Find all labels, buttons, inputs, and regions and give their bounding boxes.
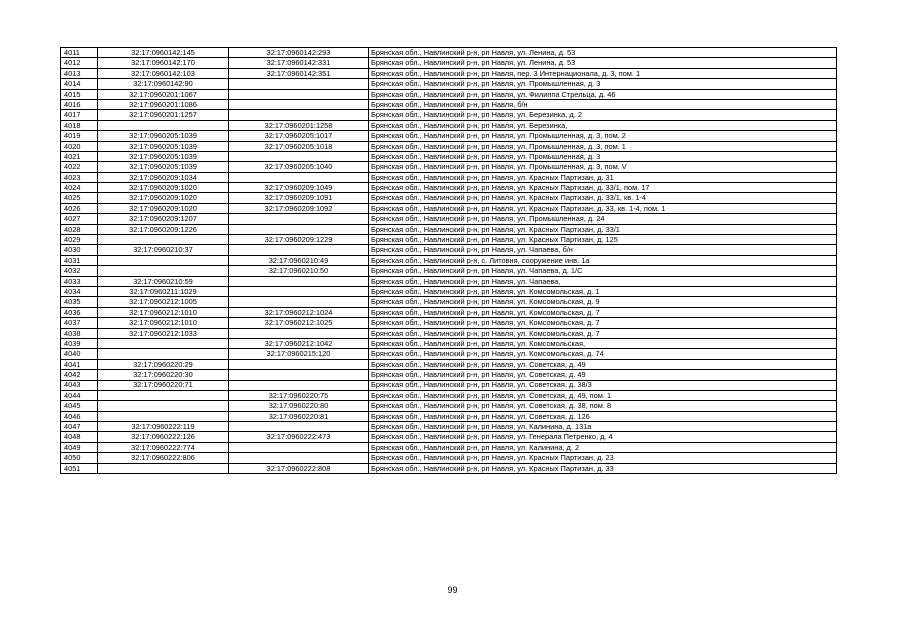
cadastral-number-cell: 32:17:0960209:1226 — [98, 224, 229, 234]
cadastral-number-cell — [98, 463, 229, 473]
table-row — [61, 235, 837, 245]
cadastral-number-cell: 32:17:0960222:119 — [98, 422, 229, 432]
table-row — [61, 79, 837, 89]
record-number-cell: 4040 — [61, 349, 98, 359]
object-cadastral-number-cell: 32:17:0960205:1040 — [229, 162, 369, 172]
record-number-cell: 4026 — [61, 203, 98, 213]
cadastral-number-cell: 32:17:0960220:30 — [98, 370, 229, 380]
record-number-cell: 4035 — [61, 297, 98, 307]
record-number-cell: 4032 — [61, 266, 98, 276]
cadastral-number-cell: 32:17:0960201:1067 — [98, 89, 229, 99]
object-cadastral-number-cell — [229, 359, 369, 369]
address-cell: Брянская обл., Навлинский р-н, рп Навля, б/н — [369, 99, 837, 109]
address-cell: Брянская обл., Навлинский р-н, рп Навля, ул. Промышленная, д. 24 — [369, 214, 837, 224]
page-number: 99 — [447, 585, 458, 595]
address-cell: Брянская обл., Навлинский р-н, рп Навля, ул. Советская, д. 49, пом. 1 — [369, 390, 837, 400]
address-cell: Брянская обл., Навлинский р-н, рп Навля, ул. Чапаева, — [369, 276, 837, 286]
record-number-cell: 4050 — [61, 453, 98, 463]
address-cell: Брянская обл., Навлинский р-н, с. Литовня, сооружение инв. 1а — [369, 255, 837, 265]
table-row — [61, 110, 837, 120]
cadastral-number-cell — [98, 255, 229, 265]
cadastral-number-cell: 32:17:0960209:1207 — [98, 214, 229, 224]
record-number-cell: 4045 — [61, 401, 98, 411]
address-cell: Брянская обл., Навлинский р-н, рп Навля, ул. Промышленная, д. 3, пом. 2 — [369, 131, 837, 141]
object-cadastral-number-cell — [229, 99, 369, 109]
record-number-cell: 4015 — [61, 89, 98, 99]
record-number-cell: 4028 — [61, 224, 98, 234]
object-cadastral-number-cell — [229, 110, 369, 120]
address-cell: Брянская обл., Навлинский р-н, рп Навля, ул. Советская, д. 38, пом. 8 — [369, 401, 837, 411]
cadastral-number-cell: 32:17:0960210:37 — [98, 245, 229, 255]
cadastral-number-cell: 32:17:0960205:1039 — [98, 141, 229, 151]
cadastral-number-cell: 32:17:0960209:1020 — [98, 203, 229, 213]
record-number-cell: 4014 — [61, 79, 98, 89]
record-number-cell: 4023 — [61, 172, 98, 182]
address-cell: Брянская обл., Навлинский р-н, рп Навля, ул. Промышленная, д. 3, пом. V — [369, 162, 837, 172]
address-cell: Брянская обл., Навлинский р-н, рп Навля, ул. Красных Партизан, д. 23 — [369, 453, 837, 463]
address-cell: Брянская обл., Навлинский р-н, рп Навля, ул. Красных Партизан, д. 33 — [369, 463, 837, 473]
object-cadastral-number-cell: 32:17:0960220:80 — [229, 401, 369, 411]
address-cell: Брянская обл., Навлинский р-н, рп Навля, ул. Ленина, д. 53 — [369, 58, 837, 68]
object-cadastral-number-cell: 32:17:0960212:1024 — [229, 307, 369, 317]
object-cadastral-number-cell — [229, 422, 369, 432]
cadastral-number-cell: 32:17:0960201:1086 — [98, 99, 229, 109]
table-row — [61, 48, 837, 58]
table-row — [61, 224, 837, 234]
table-row — [61, 401, 837, 411]
table-row — [61, 453, 837, 463]
record-number-cell: 4018 — [61, 120, 98, 130]
table-row — [61, 255, 837, 265]
address-cell: Брянская обл., Навлинский р-н, рп Навля, ул. Промышленная, д. 3 — [369, 151, 837, 161]
table-row — [61, 432, 837, 442]
record-number-cell: 4039 — [61, 338, 98, 348]
cadastral-number-cell: 32:17:0960222:806 — [98, 453, 229, 463]
cadastral-number-cell — [98, 235, 229, 245]
cadastral-number-cell: 32:17:0960212:1033 — [98, 328, 229, 338]
address-cell: Брянская обл., Навлинский р-н, рп Навля, пер. 3 Интернационала, д. 3, пом. 1 — [369, 68, 837, 78]
record-number-cell: 4037 — [61, 318, 98, 328]
table-row — [61, 214, 837, 224]
record-number-cell: 4013 — [61, 68, 98, 78]
record-number-cell: 4034 — [61, 286, 98, 296]
object-cadastral-number-cell — [229, 245, 369, 255]
record-number-cell: 4025 — [61, 193, 98, 203]
address-cell: Брянская обл., Навлинский р-н, рп Навля, ул. Красных Партизан, д. 125 — [369, 235, 837, 245]
address-cell: Брянская обл., Навлинский р-н, рп Навля, ул. Комсомольская, д. 1 — [369, 286, 837, 296]
cadastral-number-cell: 32:17:0960142:170 — [98, 58, 229, 68]
table-row — [61, 162, 837, 172]
cadastral-number-cell — [98, 401, 229, 411]
object-cadastral-number-cell: 32:17:0960209:1229 — [229, 235, 369, 245]
address-cell: Брянская обл., Навлинский р-н, рп Навля, ул. Комсомольская, — [369, 338, 837, 348]
address-cell: Брянская обл., Навлинский р-н, рп Навля, ул. Чапаева, б/н — [369, 245, 837, 255]
address-cell: Брянская обл., Навлинский р-н, рп Навля, ул. Калинина, д. 131а — [369, 422, 837, 432]
object-cadastral-number-cell: 32:17:0960215:120 — [229, 349, 369, 359]
address-cell: Брянская обл., Навлинский р-н, рп Навля, ул. Калинина, д. 2 — [369, 442, 837, 452]
cadastral-number-cell: 32:17:0960211:1029 — [98, 286, 229, 296]
cadastral-number-cell: 32:17:0960209:1020 — [98, 193, 229, 203]
address-cell: Брянская обл., Навлинский р-н, рп Навля, ул. Комсомольская, д. 7 — [369, 318, 837, 328]
table-row — [61, 58, 837, 68]
table-row — [61, 370, 837, 380]
address-cell: Брянская обл., Навлинский р-н, рп Навля, ул. Березинка, — [369, 120, 837, 130]
object-cadastral-number-cell — [229, 214, 369, 224]
object-cadastral-number-cell — [229, 276, 369, 286]
table-row — [61, 359, 837, 369]
cadastral-number-cell: 32:17:0960210:59 — [98, 276, 229, 286]
object-cadastral-number-cell — [229, 151, 369, 161]
address-cell: Брянская обл., Навлинский р-н, рп Навля, ул. Промышленная, д. 3 — [369, 79, 837, 89]
table-row — [61, 245, 837, 255]
cadastral-number-cell: 32:17:0960212:1010 — [98, 318, 229, 328]
address-cell: Брянская обл., Навлинский р-н, рп Навля, ул. Березинка, д. 2 — [369, 110, 837, 120]
object-cadastral-number-cell: 32:17:0960210:50 — [229, 266, 369, 276]
object-cadastral-number-cell: 32:17:0960210:49 — [229, 255, 369, 265]
cadastral-number-cell: 32:17:0960209:1020 — [98, 183, 229, 193]
object-cadastral-number-cell: 32:17:0960222:473 — [229, 432, 369, 442]
object-cadastral-number-cell — [229, 380, 369, 390]
cadastral-number-cell: 32:17:0960142:90 — [98, 79, 229, 89]
object-cadastral-number-cell: 32:17:0960209:1049 — [229, 183, 369, 193]
cadastral-number-cell: 32:17:0960209:1034 — [98, 172, 229, 182]
table-row — [61, 68, 837, 78]
cadastral-number-cell: 32:17:0960212:1010 — [98, 307, 229, 317]
record-number-cell: 4016 — [61, 99, 98, 109]
address-cell: Брянская обл., Навлинский р-н, рп Навля, ул. Чапаева, д. 1/С — [369, 266, 837, 276]
cadastral-number-cell: 32:17:0960142:103 — [98, 68, 229, 78]
address-cell: Брянская обл., Навлинский р-н, рп Навля, ул. Комсомольская, д. 74 — [369, 349, 837, 359]
table-row — [61, 390, 837, 400]
record-number-cell: 4029 — [61, 235, 98, 245]
record-number-cell: 4022 — [61, 162, 98, 172]
table-row — [61, 193, 837, 203]
table-row — [61, 172, 837, 182]
record-number-cell: 4030 — [61, 245, 98, 255]
record-number-cell: 4021 — [61, 151, 98, 161]
object-cadastral-number-cell — [229, 370, 369, 380]
registry-table-body — [61, 48, 837, 474]
cadastral-number-cell: 32:17:0960222:126 — [98, 432, 229, 442]
object-cadastral-number-cell: 32:17:0960212:1025 — [229, 318, 369, 328]
address-cell: Брянская обл., Навлинский р-н, рп Навля, ул. Красных Партизан, д. 33/1, пом. 17 — [369, 183, 837, 193]
table-row — [61, 349, 837, 359]
table-row — [61, 328, 837, 338]
record-number-cell: 4033 — [61, 276, 98, 286]
record-number-cell: 4044 — [61, 390, 98, 400]
object-cadastral-number-cell — [229, 328, 369, 338]
address-cell: Брянская обл., Навлинский р-н, рп Навля, ул. Советская, д. 126 — [369, 411, 837, 421]
table-row — [61, 131, 837, 141]
cadastral-number-cell: 32:17:0960212:1005 — [98, 297, 229, 307]
cadastral-number-cell — [98, 338, 229, 348]
table-row — [61, 422, 837, 432]
table-row — [61, 276, 837, 286]
object-cadastral-number-cell: 32:17:0960201:1258 — [229, 120, 369, 130]
table-row — [61, 307, 837, 317]
object-cadastral-number-cell: 32:17:0960205:1018 — [229, 141, 369, 151]
record-number-cell: 4017 — [61, 110, 98, 120]
object-cadastral-number-cell: 32:17:0960205:1017 — [229, 131, 369, 141]
registry-table — [60, 47, 837, 474]
address-cell: Брянская обл., Навлинский р-н, рп Навля, ул. Комсомольская, д. 9 — [369, 297, 837, 307]
address-cell: Брянская обл., Навлинский р-н, рп Навля, ул. Советская, д. 49 — [369, 370, 837, 380]
object-cadastral-number-cell — [229, 453, 369, 463]
table-row — [61, 338, 837, 348]
table-row — [61, 463, 837, 473]
address-cell: Брянская обл., Навлинский р-н, рп Навля, ул. Красных Партизан, д. 31 — [369, 172, 837, 182]
record-number-cell: 4046 — [61, 411, 98, 421]
cadastral-number-cell: 32:17:0960142:145 — [98, 48, 229, 58]
cadastral-number-cell: 32:17:0960201:1257 — [98, 110, 229, 120]
address-cell: Брянская обл., Навлинский р-н, рп Навля, ул. Филиппа Стрельца, д. 46 — [369, 89, 837, 99]
table-row — [61, 89, 837, 99]
record-number-cell: 4049 — [61, 442, 98, 452]
object-cadastral-number-cell: 32:17:0960212:1042 — [229, 338, 369, 348]
cadastral-number-cell — [98, 411, 229, 421]
cadastral-number-cell: 32:17:0960205:1039 — [98, 151, 229, 161]
object-cadastral-number-cell — [229, 286, 369, 296]
address-cell: Брянская обл., Навлинский р-н, рп Навля, ул. Комсомольская, д. 7 — [369, 307, 837, 317]
address-cell: Брянская обл., Навлинский р-н, рп Навля, ул. Генерала Петренко, д. 4 — [369, 432, 837, 442]
table-row — [61, 99, 837, 109]
record-number-cell: 4024 — [61, 183, 98, 193]
cadastral-number-cell — [98, 390, 229, 400]
table-row — [61, 297, 837, 307]
cadastral-number-cell — [98, 349, 229, 359]
table-row — [61, 203, 837, 213]
record-number-cell: 4011 — [61, 48, 98, 58]
object-cadastral-number-cell — [229, 442, 369, 452]
cadastral-number-cell: 32:17:0960205:1039 — [98, 131, 229, 141]
object-cadastral-number-cell: 32:17:0960222:808 — [229, 463, 369, 473]
object-cadastral-number-cell: 32:17:0960142:293 — [229, 48, 369, 58]
object-cadastral-number-cell: 32:17:0960220:75 — [229, 390, 369, 400]
record-number-cell: 4051 — [61, 463, 98, 473]
record-number-cell: 4041 — [61, 359, 98, 369]
table-row — [61, 380, 837, 390]
record-number-cell: 4012 — [61, 58, 98, 68]
record-number-cell: 4048 — [61, 432, 98, 442]
cadastral-number-cell: 32:17:0960220:71 — [98, 380, 229, 390]
address-cell: Брянская обл., Навлинский р-н, рп Навля, ул. Комсомольская, д. 7 — [369, 328, 837, 338]
address-cell: Брянская обл., Навлинский р-н, рп Навля, ул. Красных Партизан, д. 33/1, кв. 1-4 — [369, 193, 837, 203]
object-cadastral-number-cell — [229, 224, 369, 234]
table-row — [61, 318, 837, 328]
address-cell: Брянская обл., Навлинский р-н, рп Навля, ул. Красных Партизан, д. 33/1 — [369, 224, 837, 234]
table-row — [61, 266, 837, 276]
address-cell: Брянская обл., Навлинский р-н, рп Навля, ул. Красных Партизан, д. 33, кв. 1-4, пом. 1 — [369, 203, 837, 213]
record-number-cell: 4043 — [61, 380, 98, 390]
address-cell: Брянская обл., Навлинский р-н, рп Навля, ул. Советская, д. 49 — [369, 359, 837, 369]
record-number-cell: 4020 — [61, 141, 98, 151]
object-cadastral-number-cell — [229, 89, 369, 99]
object-cadastral-number-cell — [229, 172, 369, 182]
record-number-cell: 4038 — [61, 328, 98, 338]
object-cadastral-number-cell — [229, 79, 369, 89]
address-cell: Брянская обл., Навлинский р-н, рп Навля, ул. Советская, д. 38/3 — [369, 380, 837, 390]
record-number-cell: 4047 — [61, 422, 98, 432]
cadastral-number-cell: 32:17:0960205:1039 — [98, 162, 229, 172]
record-number-cell: 4019 — [61, 131, 98, 141]
table-row — [61, 151, 837, 161]
table-row — [61, 442, 837, 452]
object-cadastral-number-cell: 32:17:0960209:1092 — [229, 203, 369, 213]
address-cell: Брянская обл., Навлинский р-н, рп Навля, ул. Промышленная, д. 3, пом. 1 — [369, 141, 837, 151]
object-cadastral-number-cell: 32:17:0960142:351 — [229, 68, 369, 78]
record-number-cell: 4031 — [61, 255, 98, 265]
table-row — [61, 120, 837, 130]
object-cadastral-number-cell — [229, 297, 369, 307]
object-cadastral-number-cell: 32:17:0960209:1091 — [229, 193, 369, 203]
table-row — [61, 183, 837, 193]
address-cell: Брянская обл., Навлинский р-н, рп Навля, ул. Ленина, д. 53 — [369, 48, 837, 58]
cadastral-number-cell: 32:17:0960220:29 — [98, 359, 229, 369]
cadastral-number-cell: 32:17:0960222:774 — [98, 442, 229, 452]
record-number-cell: 4027 — [61, 214, 98, 224]
table-row — [61, 286, 837, 296]
record-number-cell: 4042 — [61, 370, 98, 380]
table-row — [61, 411, 837, 421]
cadastral-number-cell — [98, 266, 229, 276]
record-number-cell: 4036 — [61, 307, 98, 317]
object-cadastral-number-cell: 32:17:0960220:81 — [229, 411, 369, 421]
table-row — [61, 141, 837, 151]
object-cadastral-number-cell: 32:17:0960142:331 — [229, 58, 369, 68]
cadastral-number-cell — [98, 120, 229, 130]
